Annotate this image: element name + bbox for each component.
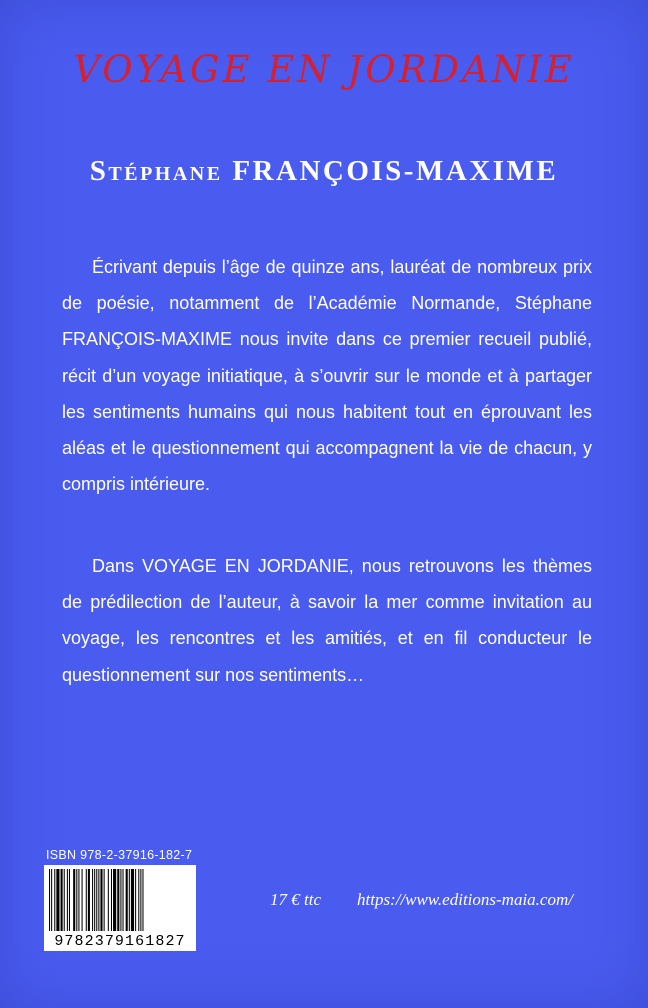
barcode-bar (49, 869, 50, 931)
blurb-paragraph-1: Écrivant depuis l’âge de quinze ans, lauréat de nombreux prix de poésie, notamment de l’Académie Normande, Stéphane FRANÇOIS-MAXIME nous invite dans ce premier recueil publié, récit d’un voyage initiatique, à s’ouvrir sur le monde et à partager les sentiments humains qui nous habitent tout en éprouvant les aléas et le questionnement qui accompagnent la vie de chacun, y compris intérieure. (62, 257, 592, 495)
barcode-bar (78, 869, 79, 931)
barcode-bar (82, 869, 83, 931)
barcode-bar (111, 869, 112, 931)
barcode-bar (123, 869, 124, 931)
barcode-bar (86, 869, 87, 931)
barcode-bar (104, 869, 105, 931)
barcode-bar (76, 869, 77, 931)
barcode-bar (129, 869, 130, 931)
barcode-bar (54, 869, 55, 931)
barcode-bar (96, 869, 97, 931)
barcode-bar (67, 869, 68, 931)
book-title: VOYAGE EN JORDANIE (73, 48, 575, 91)
barcode-bar (126, 869, 128, 931)
barcode-bar (56, 869, 59, 931)
barcode-bar (98, 869, 99, 931)
blurb-paragraph-2: Dans VOYAGE EN JORDANIE, nous retrouvons les thèmes de prédilection de l’auteur, à savoir la mer comme invitation au voyage, les rencontres et les amitiés, et en fil conducteur le questionnement sur nos sentiments… (62, 556, 592, 685)
isbn-label: ISBN 978-2-37916-182-7 (46, 848, 193, 862)
book-author: Stéphane FRANÇOIS-MAXIME (89, 155, 559, 187)
barcode-bar (100, 869, 102, 931)
barcode-bar (135, 869, 136, 931)
barcode-bar (51, 869, 52, 931)
barcode-bar (64, 869, 65, 931)
barcode-digits: 9782379161827 (54, 933, 186, 950)
barcode-bar (120, 869, 121, 931)
price-label: 17 € ttc (270, 890, 321, 909)
barcode-bar (88, 869, 90, 931)
barcode-bar (142, 869, 143, 931)
barcode-bar (69, 869, 70, 931)
barcode (44, 865, 196, 951)
barcode-bar (61, 869, 63, 931)
barcode-bar (73, 869, 75, 931)
barcode-bar (131, 869, 134, 931)
barcode-bars-graphic (49, 869, 191, 931)
barcode-bar (140, 869, 141, 931)
barcode-bar (113, 869, 116, 931)
barcode-bar (138, 869, 139, 931)
publisher-url[interactable]: https://www.editions-maia.com/ (357, 890, 573, 909)
barcode-bar (117, 869, 119, 931)
barcode-bar (94, 869, 95, 931)
barcode-bar (92, 869, 93, 931)
barcode-bar (108, 869, 109, 931)
